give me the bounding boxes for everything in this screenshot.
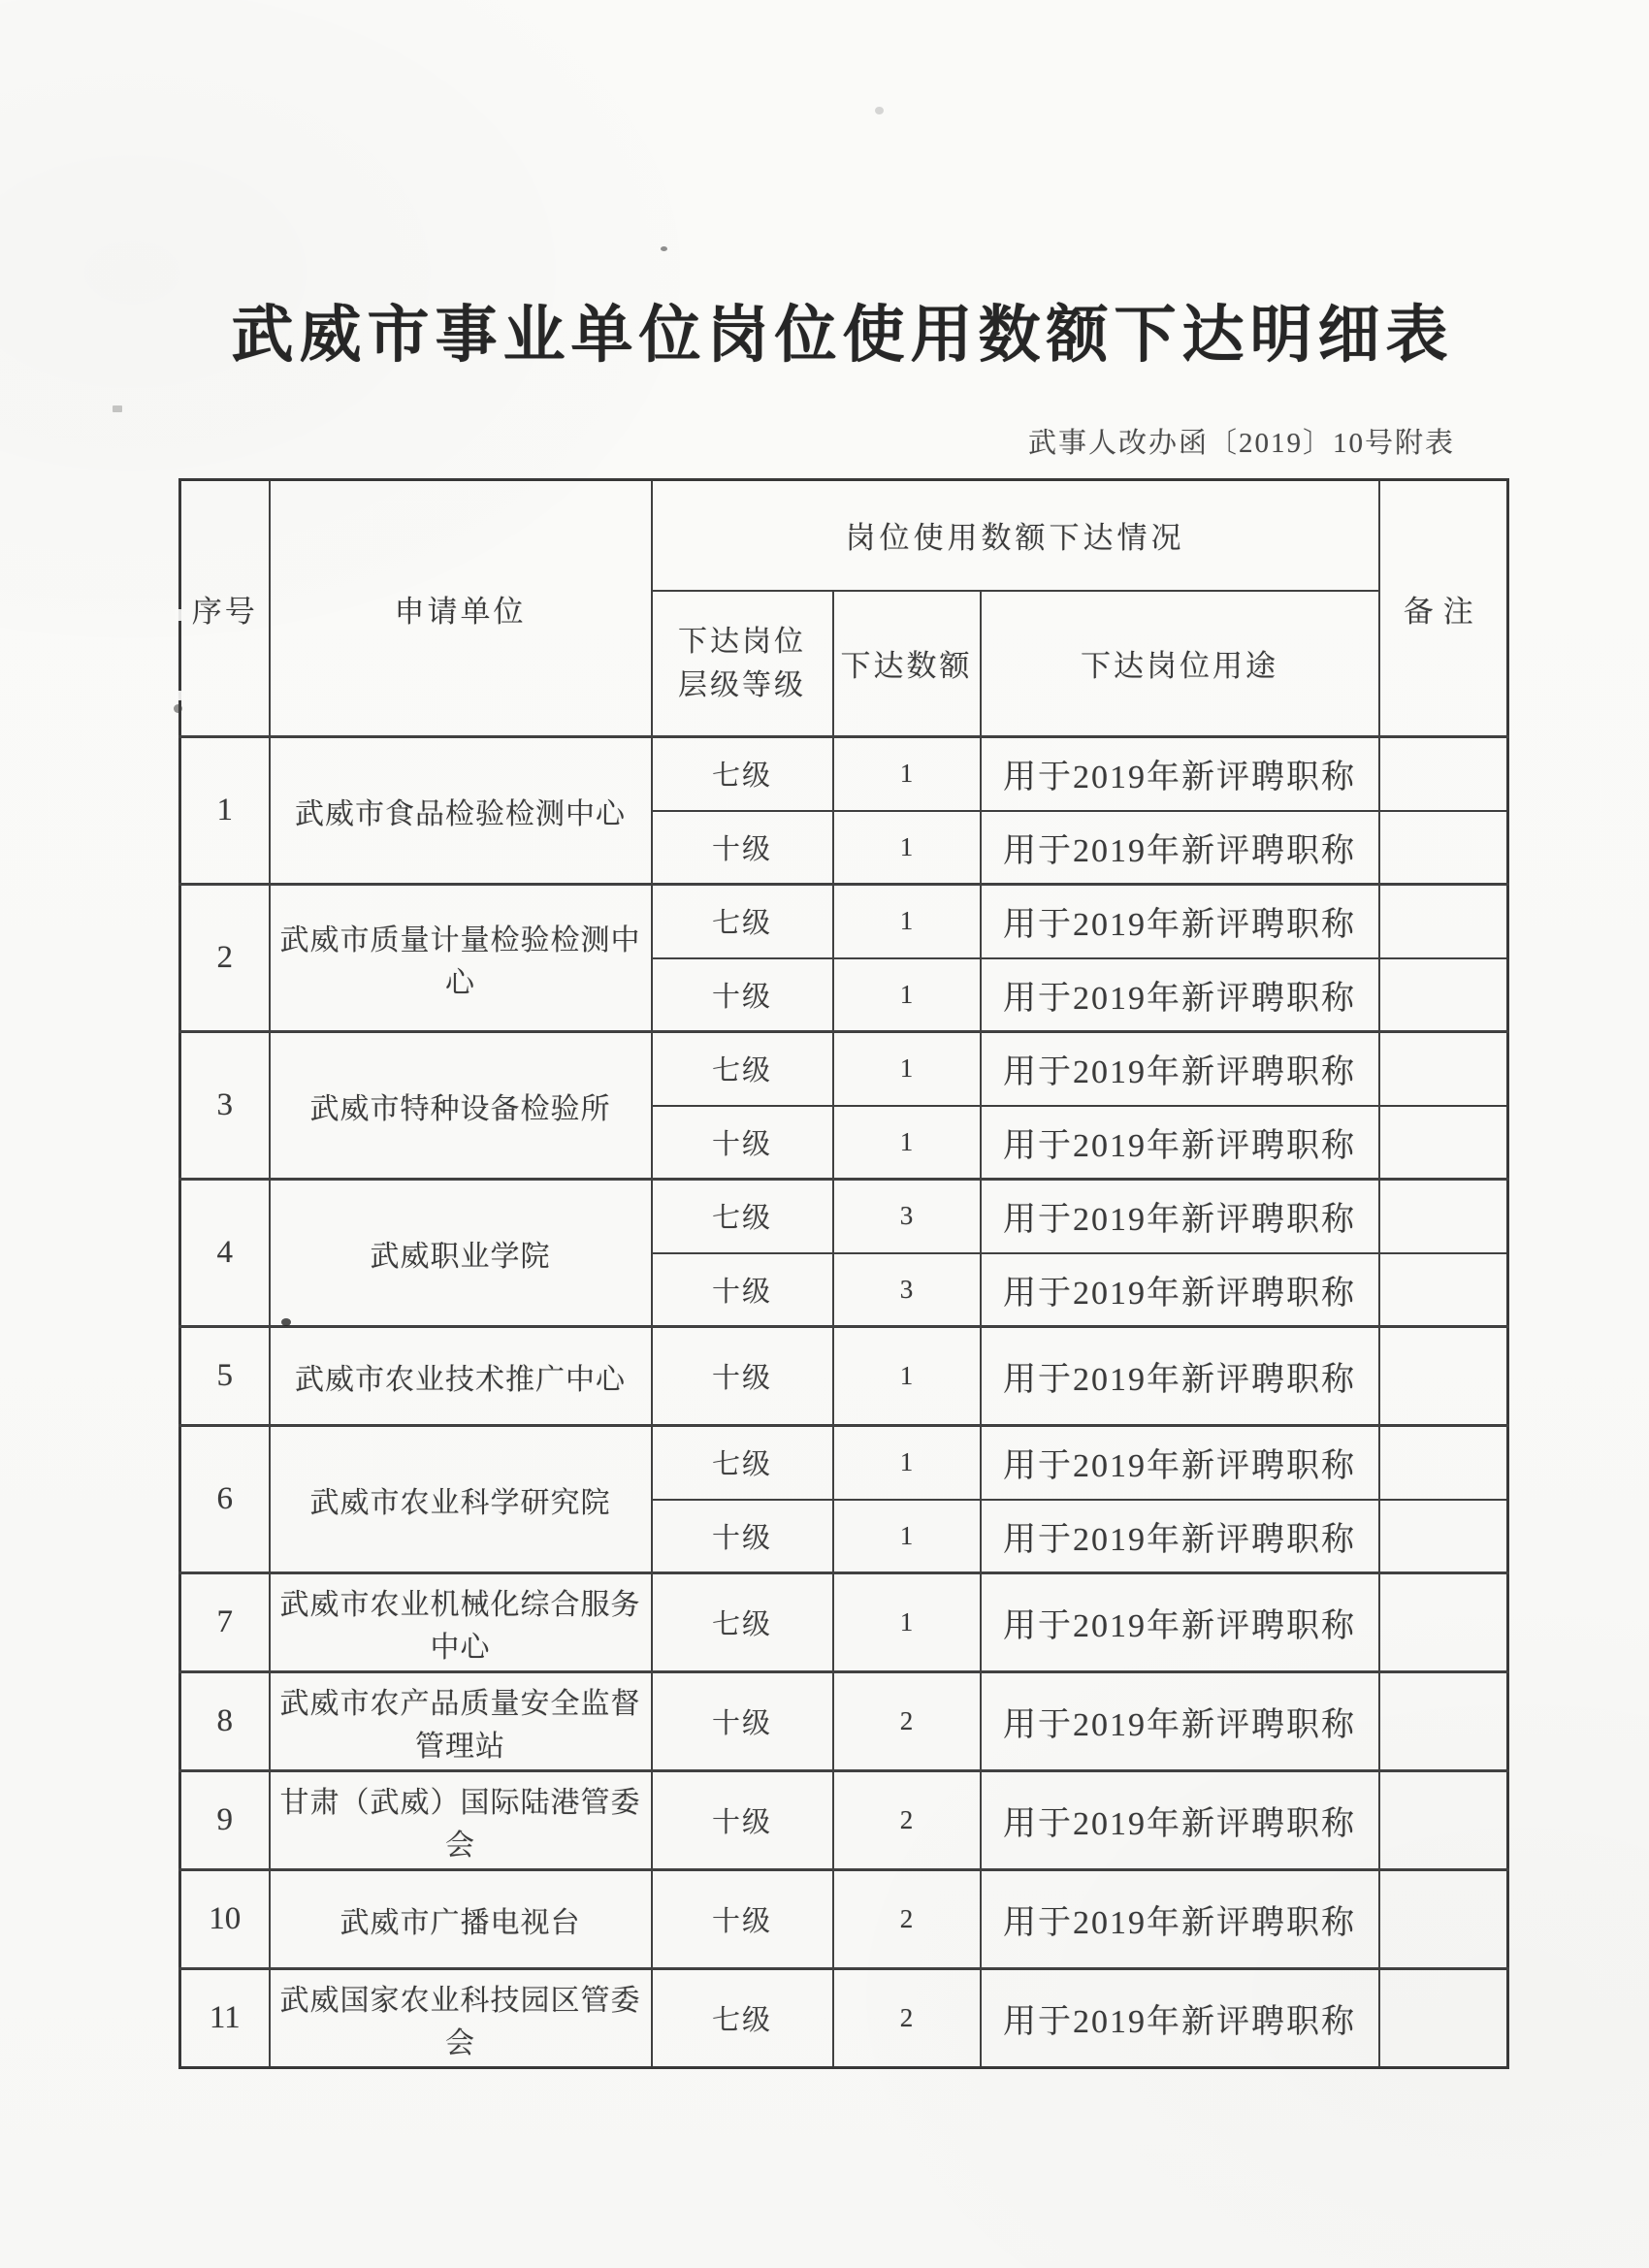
level-cell: 十级 bbox=[652, 811, 833, 885]
table-row bbox=[180, 1327, 1508, 1426]
purpose-cell: 用于2019年新评聘职称 bbox=[981, 811, 1379, 885]
scan-speck bbox=[175, 691, 182, 700]
remark-cell bbox=[1379, 1327, 1508, 1426]
remark-cell bbox=[1379, 1969, 1508, 2068]
scan-speck bbox=[661, 246, 667, 251]
level-cell: 七级 bbox=[652, 1426, 833, 1500]
purpose-cell: 用于2019年新评聘职称 bbox=[981, 1771, 1379, 1870]
amount-cell: 1 bbox=[833, 1426, 981, 1500]
unit-cell: 武威市特种设备检验所 bbox=[270, 1032, 652, 1180]
amount-cell: 2 bbox=[833, 1870, 981, 1969]
table-row bbox=[180, 737, 1508, 811]
remark-cell bbox=[1379, 811, 1508, 885]
purpose-cell: 用于2019年新评聘职称 bbox=[981, 1253, 1379, 1327]
table-row bbox=[180, 885, 1508, 958]
table-row bbox=[180, 1771, 1508, 1870]
purpose-cell: 用于2019年新评聘职称 bbox=[981, 1426, 1379, 1500]
level-cell: 十级 bbox=[652, 1327, 833, 1426]
unit-cell: 武威市食品检验检测中心 bbox=[270, 737, 652, 885]
purpose-cell: 用于2019年新评聘职称 bbox=[981, 737, 1379, 811]
remark-cell bbox=[1379, 1032, 1508, 1106]
level-cell: 七级 bbox=[652, 1573, 833, 1672]
header-amount: 下达数额 bbox=[833, 591, 981, 737]
purpose-cell: 用于2019年新评聘职称 bbox=[981, 1180, 1379, 1253]
amount-cell: 1 bbox=[833, 737, 981, 811]
amount-cell: 1 bbox=[833, 1500, 981, 1573]
row-index-cell: 4 bbox=[180, 1180, 270, 1327]
level-cell: 七级 bbox=[652, 1180, 833, 1253]
table-row bbox=[180, 1032, 1508, 1106]
row-index-cell: 8 bbox=[180, 1672, 270, 1771]
document-title: 武威市事业单位岗位使用数额下达明细表 bbox=[231, 301, 1454, 370]
amount-cell: 3 bbox=[833, 1253, 981, 1327]
table-row bbox=[180, 1672, 1508, 1771]
amount-cell: 1 bbox=[833, 811, 981, 885]
level-cell: 十级 bbox=[652, 1253, 833, 1327]
purpose-cell: 用于2019年新评聘职称 bbox=[981, 1500, 1379, 1573]
header-remark: 备注 bbox=[1379, 480, 1508, 737]
table-row bbox=[180, 1573, 1508, 1672]
amount-cell: 2 bbox=[833, 1672, 981, 1771]
level-cell: 十级 bbox=[652, 1771, 833, 1870]
header-purpose: 下达岗位用途 bbox=[981, 591, 1379, 737]
header-allocation-group: 岗位使用数额下达情况 bbox=[652, 480, 1379, 591]
amount-cell: 2 bbox=[833, 1771, 981, 1870]
remark-cell bbox=[1379, 885, 1508, 958]
row-index-cell: 5 bbox=[180, 1327, 270, 1426]
level-cell: 十级 bbox=[652, 1500, 833, 1573]
remark-cell bbox=[1379, 1426, 1508, 1500]
amount-cell: 3 bbox=[833, 1180, 981, 1253]
level-cell: 七级 bbox=[652, 1969, 833, 2068]
row-index-cell: 2 bbox=[180, 885, 270, 1032]
row-index-cell: 7 bbox=[180, 1573, 270, 1672]
purpose-cell: 用于2019年新评聘职称 bbox=[981, 958, 1379, 1032]
remark-cell bbox=[1379, 1180, 1508, 1253]
document-reference-number: 武事人改办函〔2019〕10号附表 bbox=[1027, 428, 1455, 459]
scan-speck bbox=[113, 405, 122, 412]
purpose-cell: 用于2019年新评聘职称 bbox=[981, 1969, 1379, 2068]
remark-cell bbox=[1379, 1573, 1508, 1672]
amount-cell: 1 bbox=[833, 1573, 981, 1672]
unit-cell: 甘肃（武威）国际陆港管委会 bbox=[270, 1771, 652, 1870]
amount-cell: 1 bbox=[833, 1106, 981, 1180]
amount-cell: 1 bbox=[833, 1327, 981, 1426]
row-index-cell: 3 bbox=[180, 1032, 270, 1180]
row-index-cell: 1 bbox=[180, 737, 270, 885]
amount-cell: 2 bbox=[833, 1969, 981, 2068]
scan-speck bbox=[281, 1318, 291, 1326]
remark-cell bbox=[1379, 958, 1508, 1032]
remark-cell bbox=[1379, 1870, 1508, 1969]
amount-cell: 1 bbox=[833, 1032, 981, 1106]
unit-cell: 武威市农业科学研究院 bbox=[270, 1426, 652, 1573]
remark-cell bbox=[1379, 1500, 1508, 1573]
unit-cell: 武威国家农业科技园区管委会 bbox=[270, 1969, 652, 2068]
unit-cell: 武威市农产品质量安全监督管理站 bbox=[270, 1672, 652, 1771]
amount-cell: 1 bbox=[833, 958, 981, 1032]
row-index-cell: 10 bbox=[180, 1870, 270, 1969]
header-level-line1: 下达岗位 bbox=[678, 625, 806, 658]
purpose-cell: 用于2019年新评聘职称 bbox=[981, 1870, 1379, 1969]
unit-cell: 武威市农业技术推广中心 bbox=[270, 1327, 652, 1426]
remark-cell bbox=[1379, 1771, 1508, 1870]
level-cell: 十级 bbox=[652, 1870, 833, 1969]
unit-cell: 武威市质量计量检验检测中心 bbox=[270, 885, 652, 1032]
quota-allocation-table bbox=[178, 478, 1509, 2069]
remark-cell bbox=[1379, 1106, 1508, 1180]
table-row bbox=[180, 1426, 1508, 1500]
purpose-cell: 用于2019年新评聘职称 bbox=[981, 1327, 1379, 1426]
table-row bbox=[180, 1969, 1508, 2068]
remark-cell bbox=[1379, 1672, 1508, 1771]
header-index: 序号 bbox=[180, 480, 270, 737]
unit-cell: 武威市广播电视台 bbox=[270, 1870, 652, 1969]
row-index-cell: 6 bbox=[180, 1426, 270, 1573]
remark-cell bbox=[1379, 737, 1508, 811]
purpose-cell: 用于2019年新评聘职称 bbox=[981, 1573, 1379, 1672]
table-row bbox=[180, 1180, 1508, 1253]
header-level bbox=[652, 591, 833, 737]
table-header-row-1 bbox=[180, 480, 1508, 591]
table-row bbox=[180, 1870, 1508, 1969]
level-cell: 十级 bbox=[652, 1106, 833, 1180]
purpose-cell: 用于2019年新评聘职称 bbox=[981, 1106, 1379, 1180]
header-unit: 申请单位 bbox=[270, 480, 652, 737]
amount-cell: 1 bbox=[833, 885, 981, 958]
row-index-cell: 9 bbox=[180, 1771, 270, 1870]
header-level-line2: 层级等级 bbox=[678, 668, 806, 701]
purpose-cell: 用于2019年新评聘职称 bbox=[981, 1672, 1379, 1771]
unit-cell: 武威职业学院 bbox=[270, 1180, 652, 1327]
scan-speck bbox=[875, 107, 884, 114]
scan-speck bbox=[174, 704, 182, 713]
level-cell: 十级 bbox=[652, 1672, 833, 1771]
level-cell: 七级 bbox=[652, 885, 833, 958]
purpose-cell: 用于2019年新评聘职称 bbox=[981, 885, 1379, 958]
level-cell: 七级 bbox=[652, 1032, 833, 1106]
level-cell: 七级 bbox=[652, 737, 833, 811]
unit-cell: 武威市农业机械化综合服务中心 bbox=[270, 1573, 652, 1672]
purpose-cell: 用于2019年新评聘职称 bbox=[981, 1032, 1379, 1106]
scan-speck bbox=[175, 609, 182, 621]
remark-cell bbox=[1379, 1253, 1508, 1327]
level-cell: 十级 bbox=[652, 958, 833, 1032]
row-index-cell: 11 bbox=[180, 1969, 270, 2068]
